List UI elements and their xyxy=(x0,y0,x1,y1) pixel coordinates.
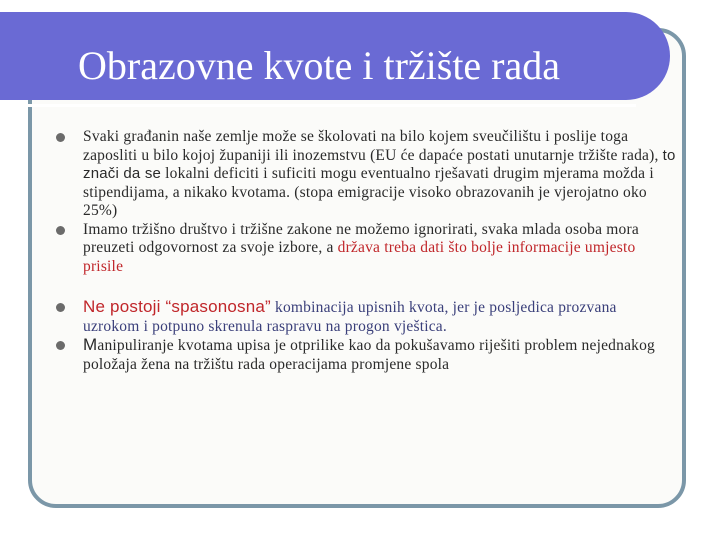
bullet-dot-icon xyxy=(56,226,65,235)
bullet-item-3 xyxy=(56,298,676,336)
bullet-3-text-b: kombinacija upisnih kvota, jer je posljedica prozvana uzrokom i potpuno skrenula raspravu na progon vještica. xyxy=(83,299,617,335)
slide-content xyxy=(56,128,676,374)
bullet-list xyxy=(56,128,676,374)
slide-title: Obrazovne kvote i tržište rada xyxy=(78,43,561,88)
bullet-item-4 xyxy=(56,336,676,374)
bullet-dot-icon xyxy=(56,341,65,350)
bullet-spacer xyxy=(56,276,676,298)
bullet-dot-icon xyxy=(56,303,65,312)
bullet-4-text-a: M xyxy=(83,335,98,354)
bullet-4-text-b: anipuliranje kvotama upisa je otprilike kao da pokušavamo riješiti problem nejednakog položaja žena na tržištu rada operacijama promjene spola xyxy=(83,337,656,373)
bullet-1-text-a: Svaki građanin naše zemlje može se školovati na bilo kojem sveučilištu i poslije toga zaposliti u bilo kojoj županiji ili inozemstvu (EU će dapaće postati unutarnje tržište rada), xyxy=(83,128,663,164)
bullet-2-text-b: država treba dati što bolje informacije umjesto prisile xyxy=(83,239,636,275)
bullet-3-text-a: Ne postoji “spasonosna” xyxy=(83,297,271,316)
bullet-1-text-b: to znači da se xyxy=(83,146,676,182)
bullet-item-1 xyxy=(56,128,676,221)
title-banner xyxy=(0,12,670,100)
bullet-1-text-c: lokalni deficiti i suficiti mogu eventualno rješavati drugim mjerama možda i stipendijama, a nikako kvotama. (stopa emigracije visoko obrazovanih je vjerojatno oko 25%) xyxy=(83,165,654,219)
title-underline xyxy=(0,104,636,107)
bullet-item-2 xyxy=(56,221,676,277)
bullet-2-text-a: Imamo tržišno društvo i tržišne zakone ne možemo ignorirati, svaka mlada osoba mora preuzeti odgovornost za svoje izbore, a xyxy=(83,220,639,256)
bullet-dot-icon xyxy=(56,133,65,142)
